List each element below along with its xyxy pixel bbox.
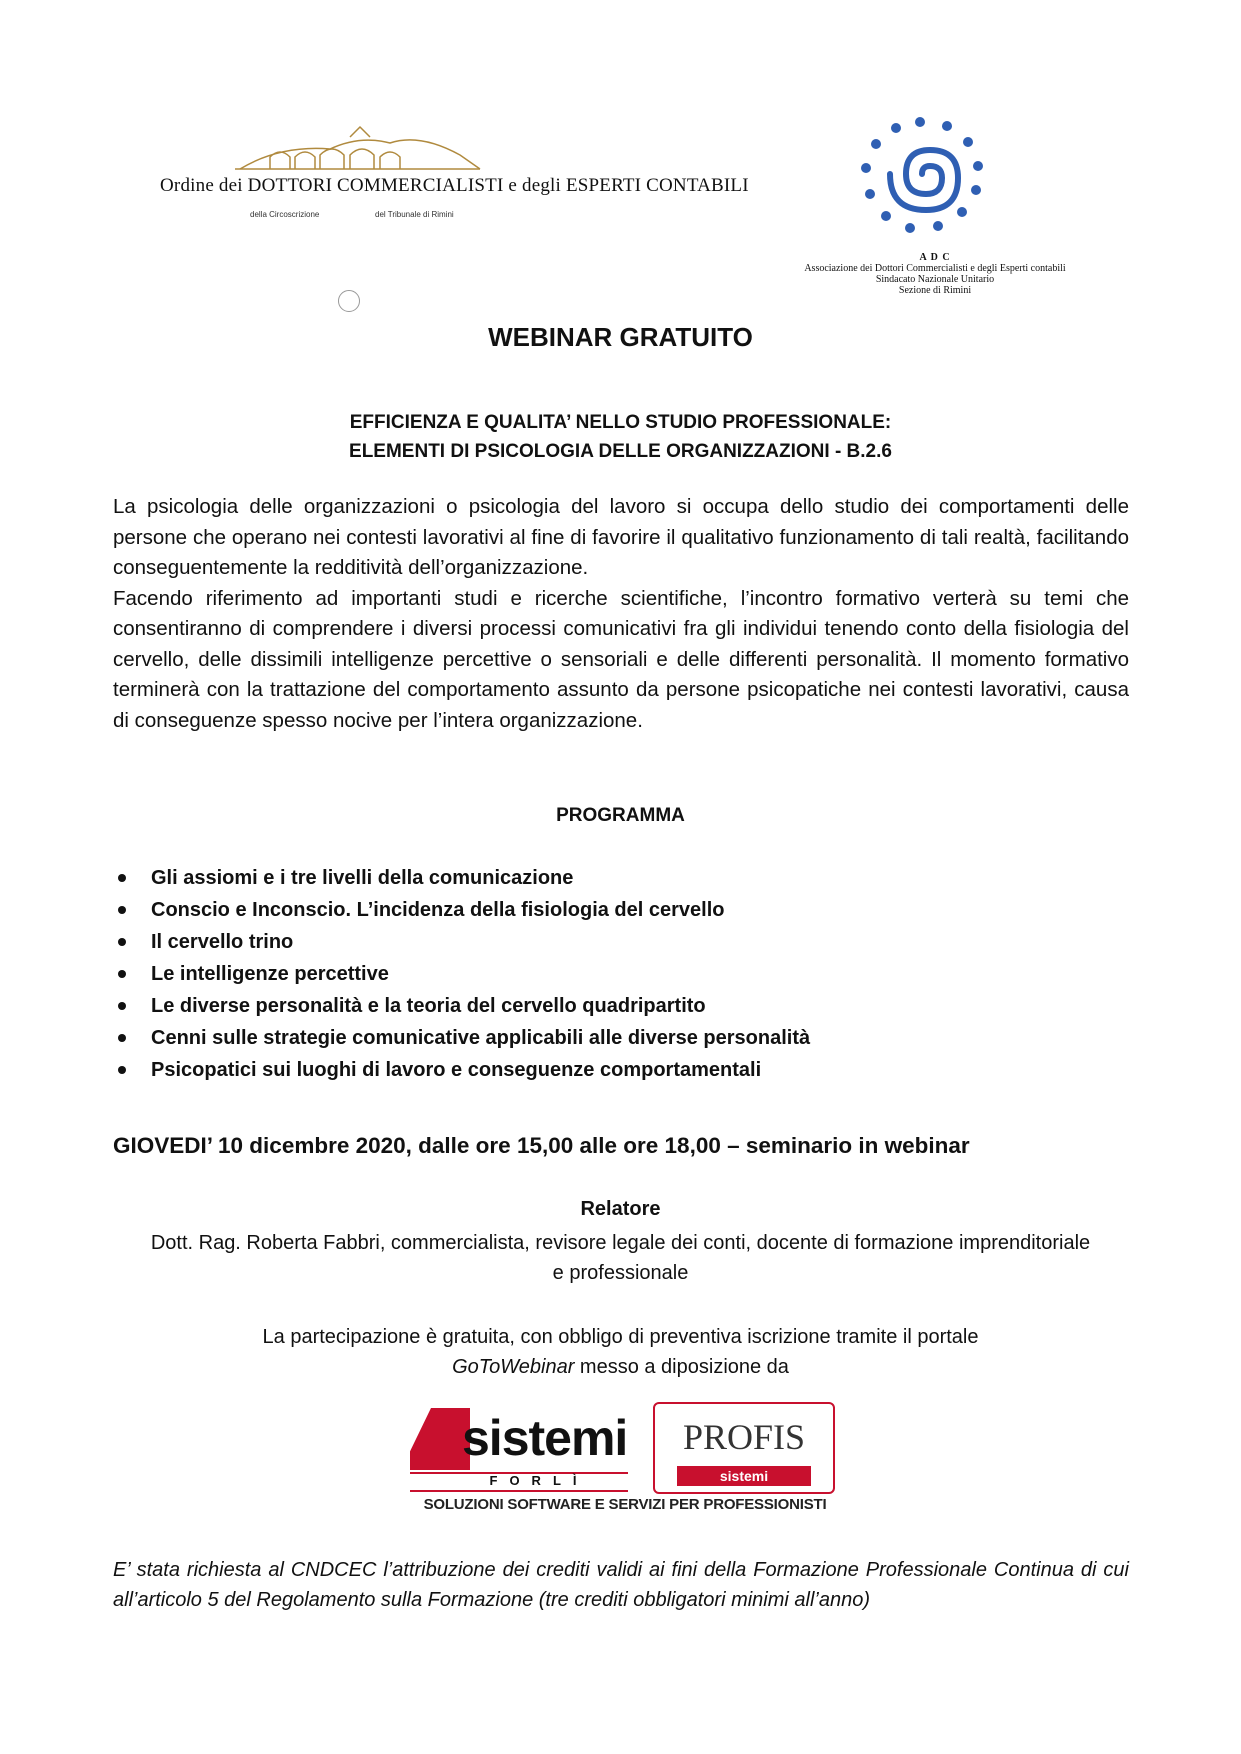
- sponsor-tagline: SOLUZIONI SOFTWARE E SERVIZI PER PROFESSIONISTI: [423, 1496, 827, 1513]
- description-paragraph-2: Facendo riferimento ad importanti studi e ricerche scientifiche, l’incontro formativo verterà su temi che consentiranno di comprendere i diversi processi comunicativi fra gli individui tenendo conto della fisiologia del cervello, delle dissimili intelligenze percettive o sensoriali e delle differenti personalità. Il momento formativo terminerà con la trattazione del comportamento assunto da persone psicopatiche nei contesti lavorativi, causa di conseguenze spesso nocive per l’intera organizzazione.: [113, 586, 1129, 732]
- adc-line2: Sindacato Nazionale Unitario: [875, 274, 995, 285]
- program-heading: PROGRAMMA: [556, 805, 685, 826]
- odcec-logo: [160, 125, 749, 235]
- program-item: Il cervello trino: [113, 926, 1129, 958]
- building-arches-icon: [160, 125, 540, 175]
- program-item: Conscio e Inconscio. L’incidenza della fisiologia del cervello: [113, 894, 1129, 926]
- participation-line2-rest: messo a diposizione da: [574, 1356, 789, 1378]
- odcec-sub-right: del Tribunale di Rimini: [375, 210, 454, 219]
- page-title: WEBINAR GRATUITO: [488, 322, 753, 352]
- spiral-sun-icon: [780, 110, 1090, 250]
- sistemi-mark-icon: [410, 1408, 470, 1470]
- seal-icon: [338, 290, 360, 312]
- description-paragraph-1: La psicologia delle organizzazioni o psicologia del lavoro si occupa dello studio dei comportamenti delle persone che operano nei contesti lavorativi al fine di favorire il qualitativo funzionamento di tali realtà, facilitando conseguentemente la redditività dell’organizzazione.: [113, 495, 1129, 579]
- program-item: Le intelligenze percettive: [113, 958, 1129, 990]
- profis-subtitle: sistemi: [677, 1466, 811, 1486]
- program-list: [113, 862, 1129, 1086]
- page-subtitle: [0, 408, 1241, 466]
- sistemi-logo: [410, 1408, 628, 1488]
- program-item: Gli assiomi e i tre livelli della comunicazione: [113, 862, 1129, 894]
- adc-logo: [780, 110, 1090, 310]
- participation-line2: [150, 1352, 1091, 1382]
- adc-line1: Associazione dei Dottori Commercialisti e degli Esperti contabili: [804, 263, 1066, 274]
- profis-logo: [653, 1402, 835, 1494]
- description: [113, 492, 1129, 736]
- adc-line3: Sezione di Rimini: [898, 285, 972, 296]
- subtitle-line1: EFFICIENZA E QUALITA’ NELLO STUDIO PROFESSIONALE:: [349, 412, 892, 433]
- event-date: GIOVEDI’ 10 dicembre 2020, dalle ore 15,00 alle ore 18,00 – seminario in webinar: [113, 1133, 970, 1158]
- program-item: Le diverse personalità e la teoria del cervello quadripartito: [113, 990, 1129, 1022]
- odcec-sub-left: della Circoscrizione: [250, 210, 320, 219]
- program-item: Cenni sulle strategie comunicative applicabili alle diverse personalità: [113, 1022, 1129, 1054]
- profis-wordmark: PROFIS: [682, 1417, 806, 1457]
- sponsor-logo: [410, 1400, 840, 1520]
- participation-line1: La partecipazione è gratuita, con obbligo di preventiva iscrizione tramite il portale: [262, 1326, 979, 1348]
- adc-caption: [780, 252, 1090, 296]
- sistemi-wordmark: sistemi: [462, 1410, 628, 1466]
- speaker-description: Dott. Rag. Roberta Fabbri, commercialista, revisore legale dei conti, docente di formazione imprenditoriale e professionale: [150, 1232, 1091, 1284]
- participation-info: [150, 1322, 1091, 1382]
- speaker-heading: Relatore: [580, 1198, 661, 1220]
- odcec-name: Ordine dei DOTTORI COMMERCIALISTI e degli ESPERTI CONTABILI: [160, 175, 749, 196]
- credits-note: E’ stata richiesta al CNDCEC l’attribuzione dei crediti validi ai fini della Formazione Professionale Continua di cui all’articolo 5 del Regolamento sulla Formazione (tre crediti obbligatori minimi all’anno): [113, 1559, 1129, 1611]
- subtitle-line2: ELEMENTI DI PSICOLOGIA DELLE ORGANIZZAZIONI - B.2.6: [349, 441, 892, 462]
- adc-code: A D C: [919, 252, 951, 263]
- program-item: Psicopatici sui luoghi di lavoro e conseguenze comportamentali: [113, 1054, 1129, 1086]
- platform-name: GoToWebinar: [452, 1356, 575, 1378]
- forli-wordmark: FORLÌ: [489, 1473, 589, 1488]
